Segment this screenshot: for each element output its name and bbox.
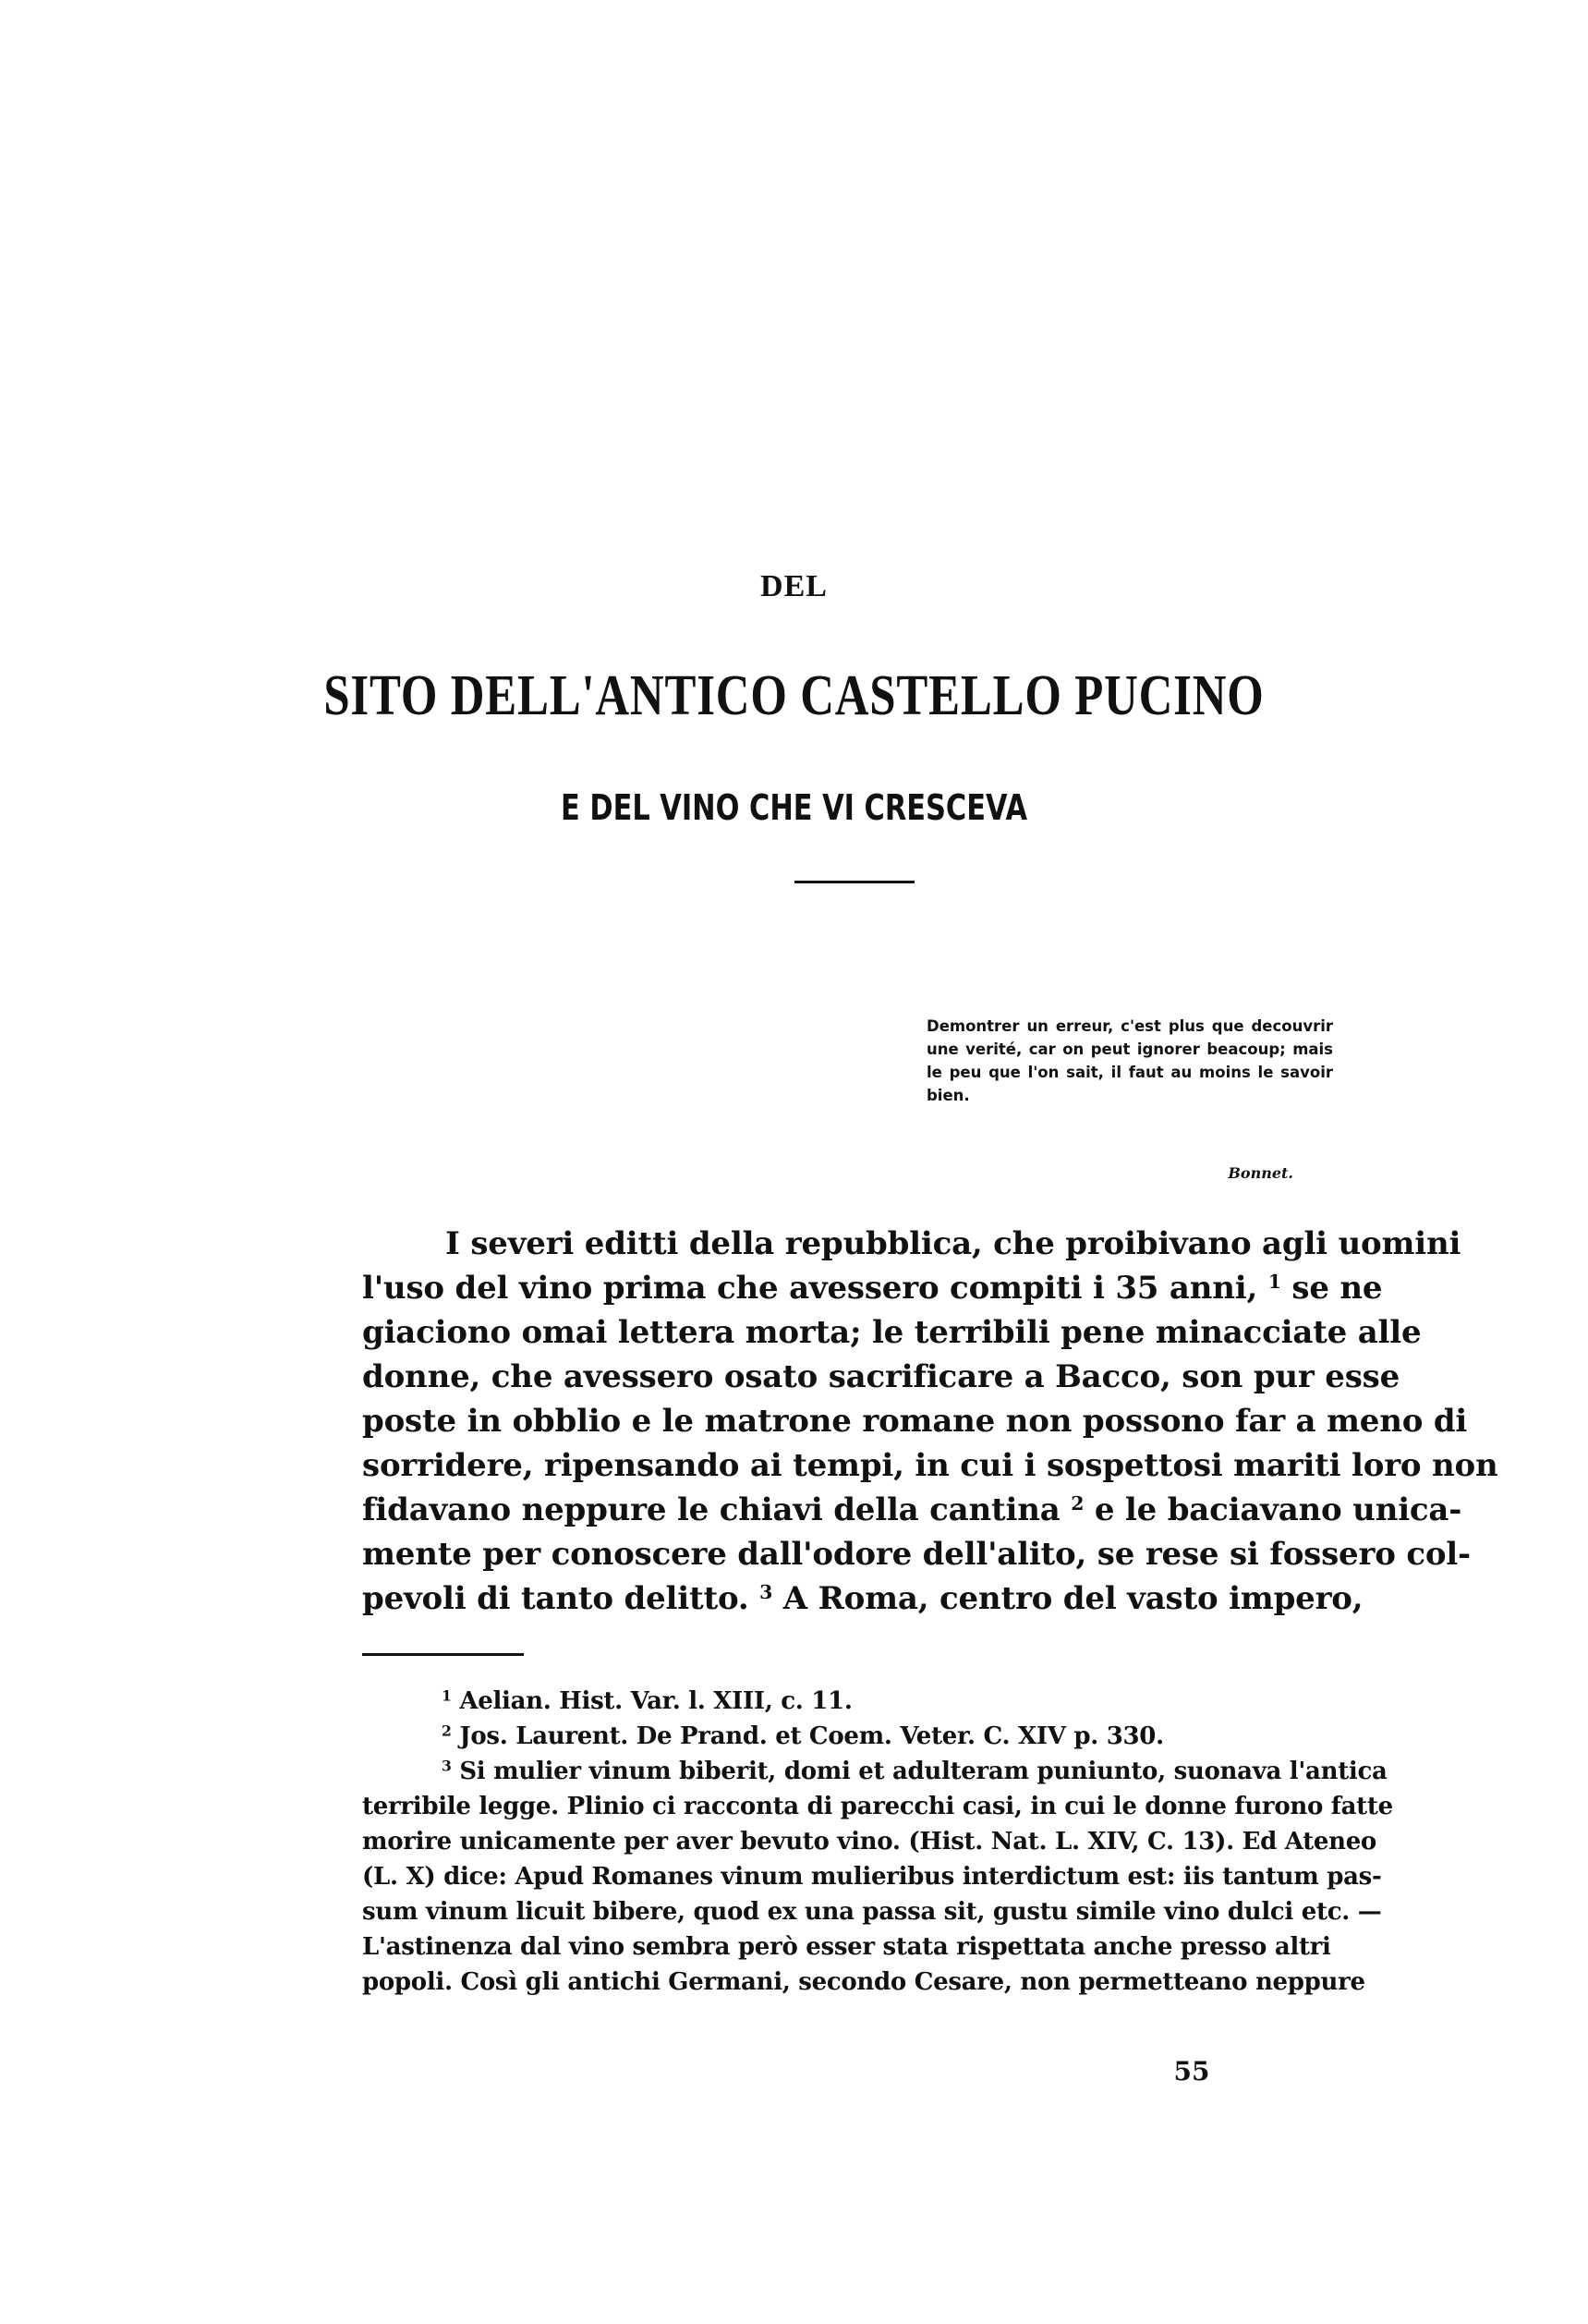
- pre-title: DEL: [760, 569, 828, 603]
- body-line: poste in obblio e le matrone romane non possono far a meno di: [362, 1403, 1468, 1440]
- footnote-line: morire unicamente per aver bevuto vino. (Hist. Nat. L. XIV, C. 13). Ed Ateneo: [362, 1828, 1376, 1856]
- title-divider: [794, 881, 915, 883]
- footnote-number: 2: [442, 1722, 452, 1740]
- body-line: [362, 1270, 1383, 1307]
- body-line-text: fidavano neppure le chiavi della cantina: [362, 1491, 1061, 1528]
- epigraph-author: Bonnet.: [1228, 1164, 1293, 1182]
- body-line: [362, 1491, 1462, 1528]
- footnote-2: [442, 1722, 1326, 1750]
- body-line-tail: A Roma, centro del vasto impero,: [782, 1580, 1364, 1617]
- footnote-ref: 1: [1267, 1270, 1281, 1293]
- footnote-text: Jos. Laurent. De Prand. et Coem. Veter. C. XIV p. 330.: [459, 1722, 1164, 1750]
- page-title: SITO DELL'ANTICO CASTELLO PUCINO: [323, 664, 1265, 727]
- body-line-tail: e le baciavano unica-: [1094, 1491, 1462, 1528]
- footnote-text: Si mulier vinum biberit, domi et adulteram puniunto, suonava l'antica: [459, 1758, 1388, 1785]
- footnote-divider: [362, 1653, 524, 1656]
- page-subtitle: E DEL VINO CHE VI CRESCEVA: [561, 787, 1027, 828]
- footnote-line: sum vinum licuit bibere, quod ex una passa sit, gustu simile vino dulci etc. —: [362, 1898, 1382, 1926]
- footnote-line: (L. X) dice: Apud Romanes vinum mulieribus interdictum est: iis tantum pas-: [362, 1863, 1382, 1891]
- body-line: I severi editti della repubblica, che proibivano agli uomini: [445, 1225, 1461, 1262]
- body-line: giaciono omai lettera morta; le terribili pene minacciate alle: [362, 1314, 1422, 1351]
- body-line-tail: se ne: [1291, 1270, 1383, 1307]
- footnote-text: Aelian. Hist. Var. l. XIII, c. 11.: [459, 1687, 853, 1715]
- footnote-number: 3: [442, 1757, 452, 1775]
- footnote-line: terribile legge. Plinio ci racconta di parecchi casi, in cui le donne furono fatte: [362, 1793, 1393, 1820]
- footnote-ref: 3: [759, 1580, 773, 1603]
- body-line-text: l'uso del vino prima che avessero compiti i 35 anni,: [362, 1270, 1258, 1307]
- footnote-1: [442, 1687, 1326, 1715]
- page-number: 55: [1173, 2056, 1210, 2087]
- footnote-line: popoli. Così gli antichi Germani, secondo Cesare, non permetteano neppure: [362, 1968, 1365, 1996]
- body-line: sorridere, ripensando ai tempi, in cui i sospettosi mariti loro non: [362, 1447, 1498, 1484]
- footnote-ref: 2: [1071, 1491, 1085, 1515]
- epigraph: [927, 1015, 1333, 1107]
- body-line: donne, che avessero osato sacrificare a Bacco, son pur esse: [362, 1358, 1400, 1395]
- epigraph-text: Demontrer un erreur, c'est plus que decouvrir une verité, car on peut ignorer beacoup; mais le peu que l'on sait, il faut au moins le savoir bien.: [927, 1017, 1333, 1104]
- body-line: [362, 1580, 1364, 1617]
- footnote-number: 1: [442, 1686, 452, 1705]
- body-line-text: pevoli di tanto delitto.: [362, 1580, 749, 1617]
- body-line: mente per conoscere dall'odore dell'alito, se rese si fossero col-: [362, 1536, 1471, 1573]
- footnote-line: L'astinenza dal vino sembra però esser stata rispettata anche presso altri: [362, 1933, 1331, 1961]
- footnote-3: [442, 1757, 1388, 1785]
